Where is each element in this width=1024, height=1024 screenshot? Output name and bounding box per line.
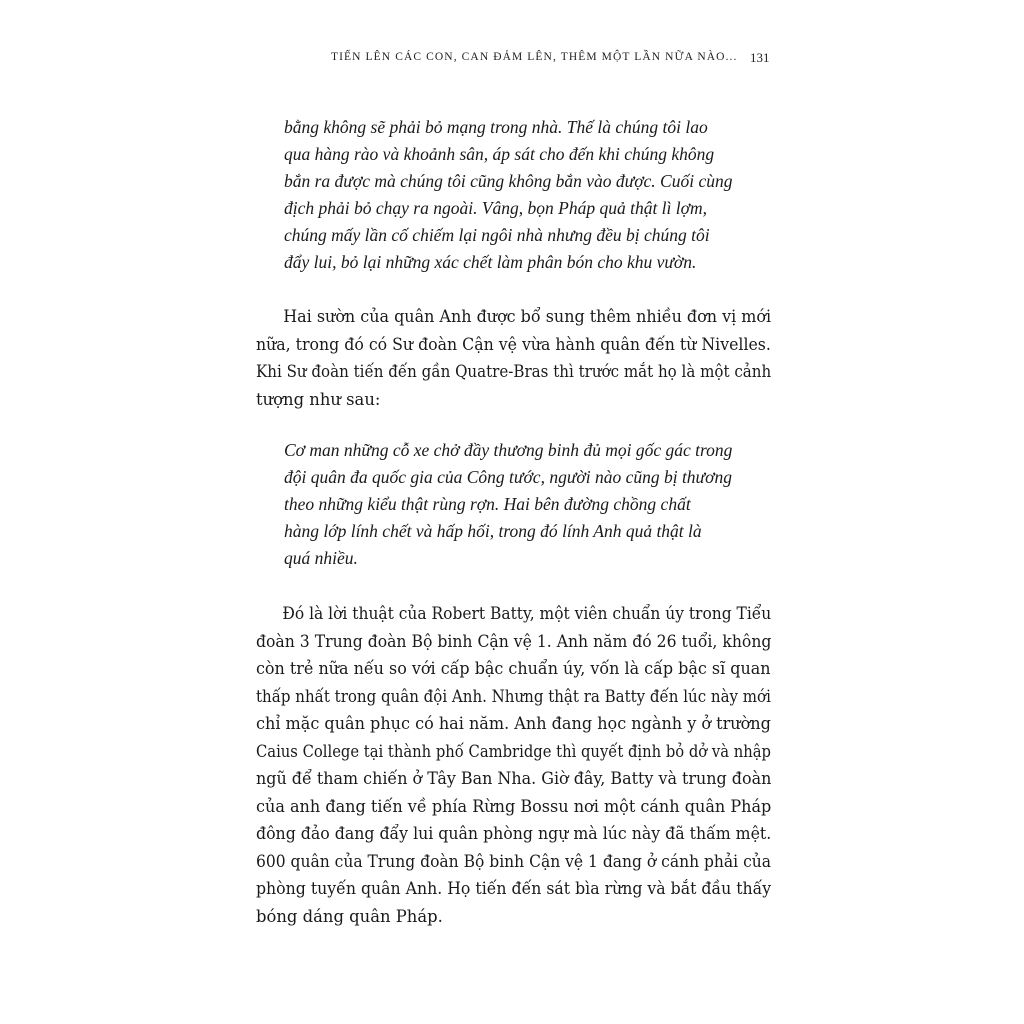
quote-line: hàng lớp lính chết và hấp hối, trong đó lính Anh quả thật là	[284, 521, 702, 541]
paragraph-line: bóng dáng quân Pháp.	[256, 906, 443, 926]
quote-line: qua hàng rào và khoảnh sân, áp sát cho đến khi chúng không	[284, 144, 715, 164]
paragraph-line: còn trẻ nữa nếu so với cấp bậc chuẩn úy, vốn là cấp bậc sĩ quan	[256, 659, 771, 678]
quote-block-1	[284, 114, 754, 276]
paragraph-line: Đó là lời thuật của Robert Batty, một viên chuẩn úy trong Tiểu	[282, 604, 772, 623]
paragraph-line: thấp nhất trong quân đội Anh. Nhưng thật ra Batty đến lúc này mới	[256, 686, 771, 706]
body-paragraph-2	[256, 600, 771, 930]
paragraph-line: chỉ mặc quân phục có hai năm. Anh đang học ngành y ở trường	[256, 714, 771, 733]
paragraph-line: Caius College tại thành phố Cambridge thì quyết định bỏ dở và nhập	[256, 741, 771, 761]
quote-line: bằng không sẽ phải bỏ mạng trong nhà. Thế là chúng tôi lao	[284, 117, 708, 137]
quote-line: đội quân đa quốc gia của Công tước, người nào cũng bị thương	[284, 467, 732, 487]
paragraph-line: Hai sườn của quân Anh được bổ sung thêm nhiều đơn vị mới	[283, 307, 772, 326]
paragraph-line: đông đảo đang đẩy lui quân phòng ngự mà lúc này đã thấm mệt.	[256, 824, 772, 843]
paragraph-line: nữa, trong đó có Sư đoàn Cận vệ vừa hành quân đến từ Nivelles.	[256, 334, 771, 354]
page-number: 131	[750, 50, 770, 65]
quote-line: theo những kiểu thật rùng rợn. Hai bên đường chồng chất	[284, 494, 691, 514]
quote-line: đẩy lui, bỏ lại những xác chết làm phân bón cho khu vườn.	[284, 252, 697, 272]
quote-line: Cơ man những cỗ xe chở đầy thương binh đủ mọi gốc gác trong	[284, 440, 733, 460]
quote-block-2	[284, 437, 754, 572]
paragraph-line: 600 quân của Trung đoàn Bộ binh Cận vệ 1 đang ở cánh phải của	[256, 851, 772, 871]
quote-line: quá nhiều.	[284, 548, 358, 568]
paragraph-line: ngũ để tham chiến ở Tây Ban Nha. Giờ đây, Batty và trung đoàn	[256, 769, 772, 788]
running-header-title: TIẾN LÊN CÁC CON, CAN ĐẢM LÊN, THÊM MỘT LẦN NỮA NÀO...	[331, 51, 738, 63]
paragraph-line: phòng tuyến quân Anh. Họ tiến đến sát bìa rừng và bắt đầu thấy	[256, 879, 772, 898]
quote-line: địch phải bỏ chạy ra ngoài. Vâng, bọn Pháp quả thật lì lợm,	[284, 198, 707, 218]
paragraph-line: Khi Sư đoàn tiến đến gần Quatre-Bras thì trước mắt họ là một cảnh	[256, 362, 772, 381]
body-paragraph-1	[256, 303, 771, 413]
paragraph-line: của anh đang tiến về phía Rừng Bossu nơi một cánh quân Pháp	[256, 796, 772, 816]
paragraph-line: đoàn 3 Trung đoàn Bộ binh Cận vệ 1. Anh năm đó 26 tuổi, không	[256, 631, 772, 651]
paragraph-line: tượng như sau:	[256, 389, 381, 409]
quote-line: chúng mấy lần cố chiếm lại ngôi nhà nhưng đều bị chúng tôi	[284, 225, 710, 245]
quote-line: bắn ra được mà chúng tôi cũng không bắn vào được. Cuối cùng	[284, 171, 733, 191]
